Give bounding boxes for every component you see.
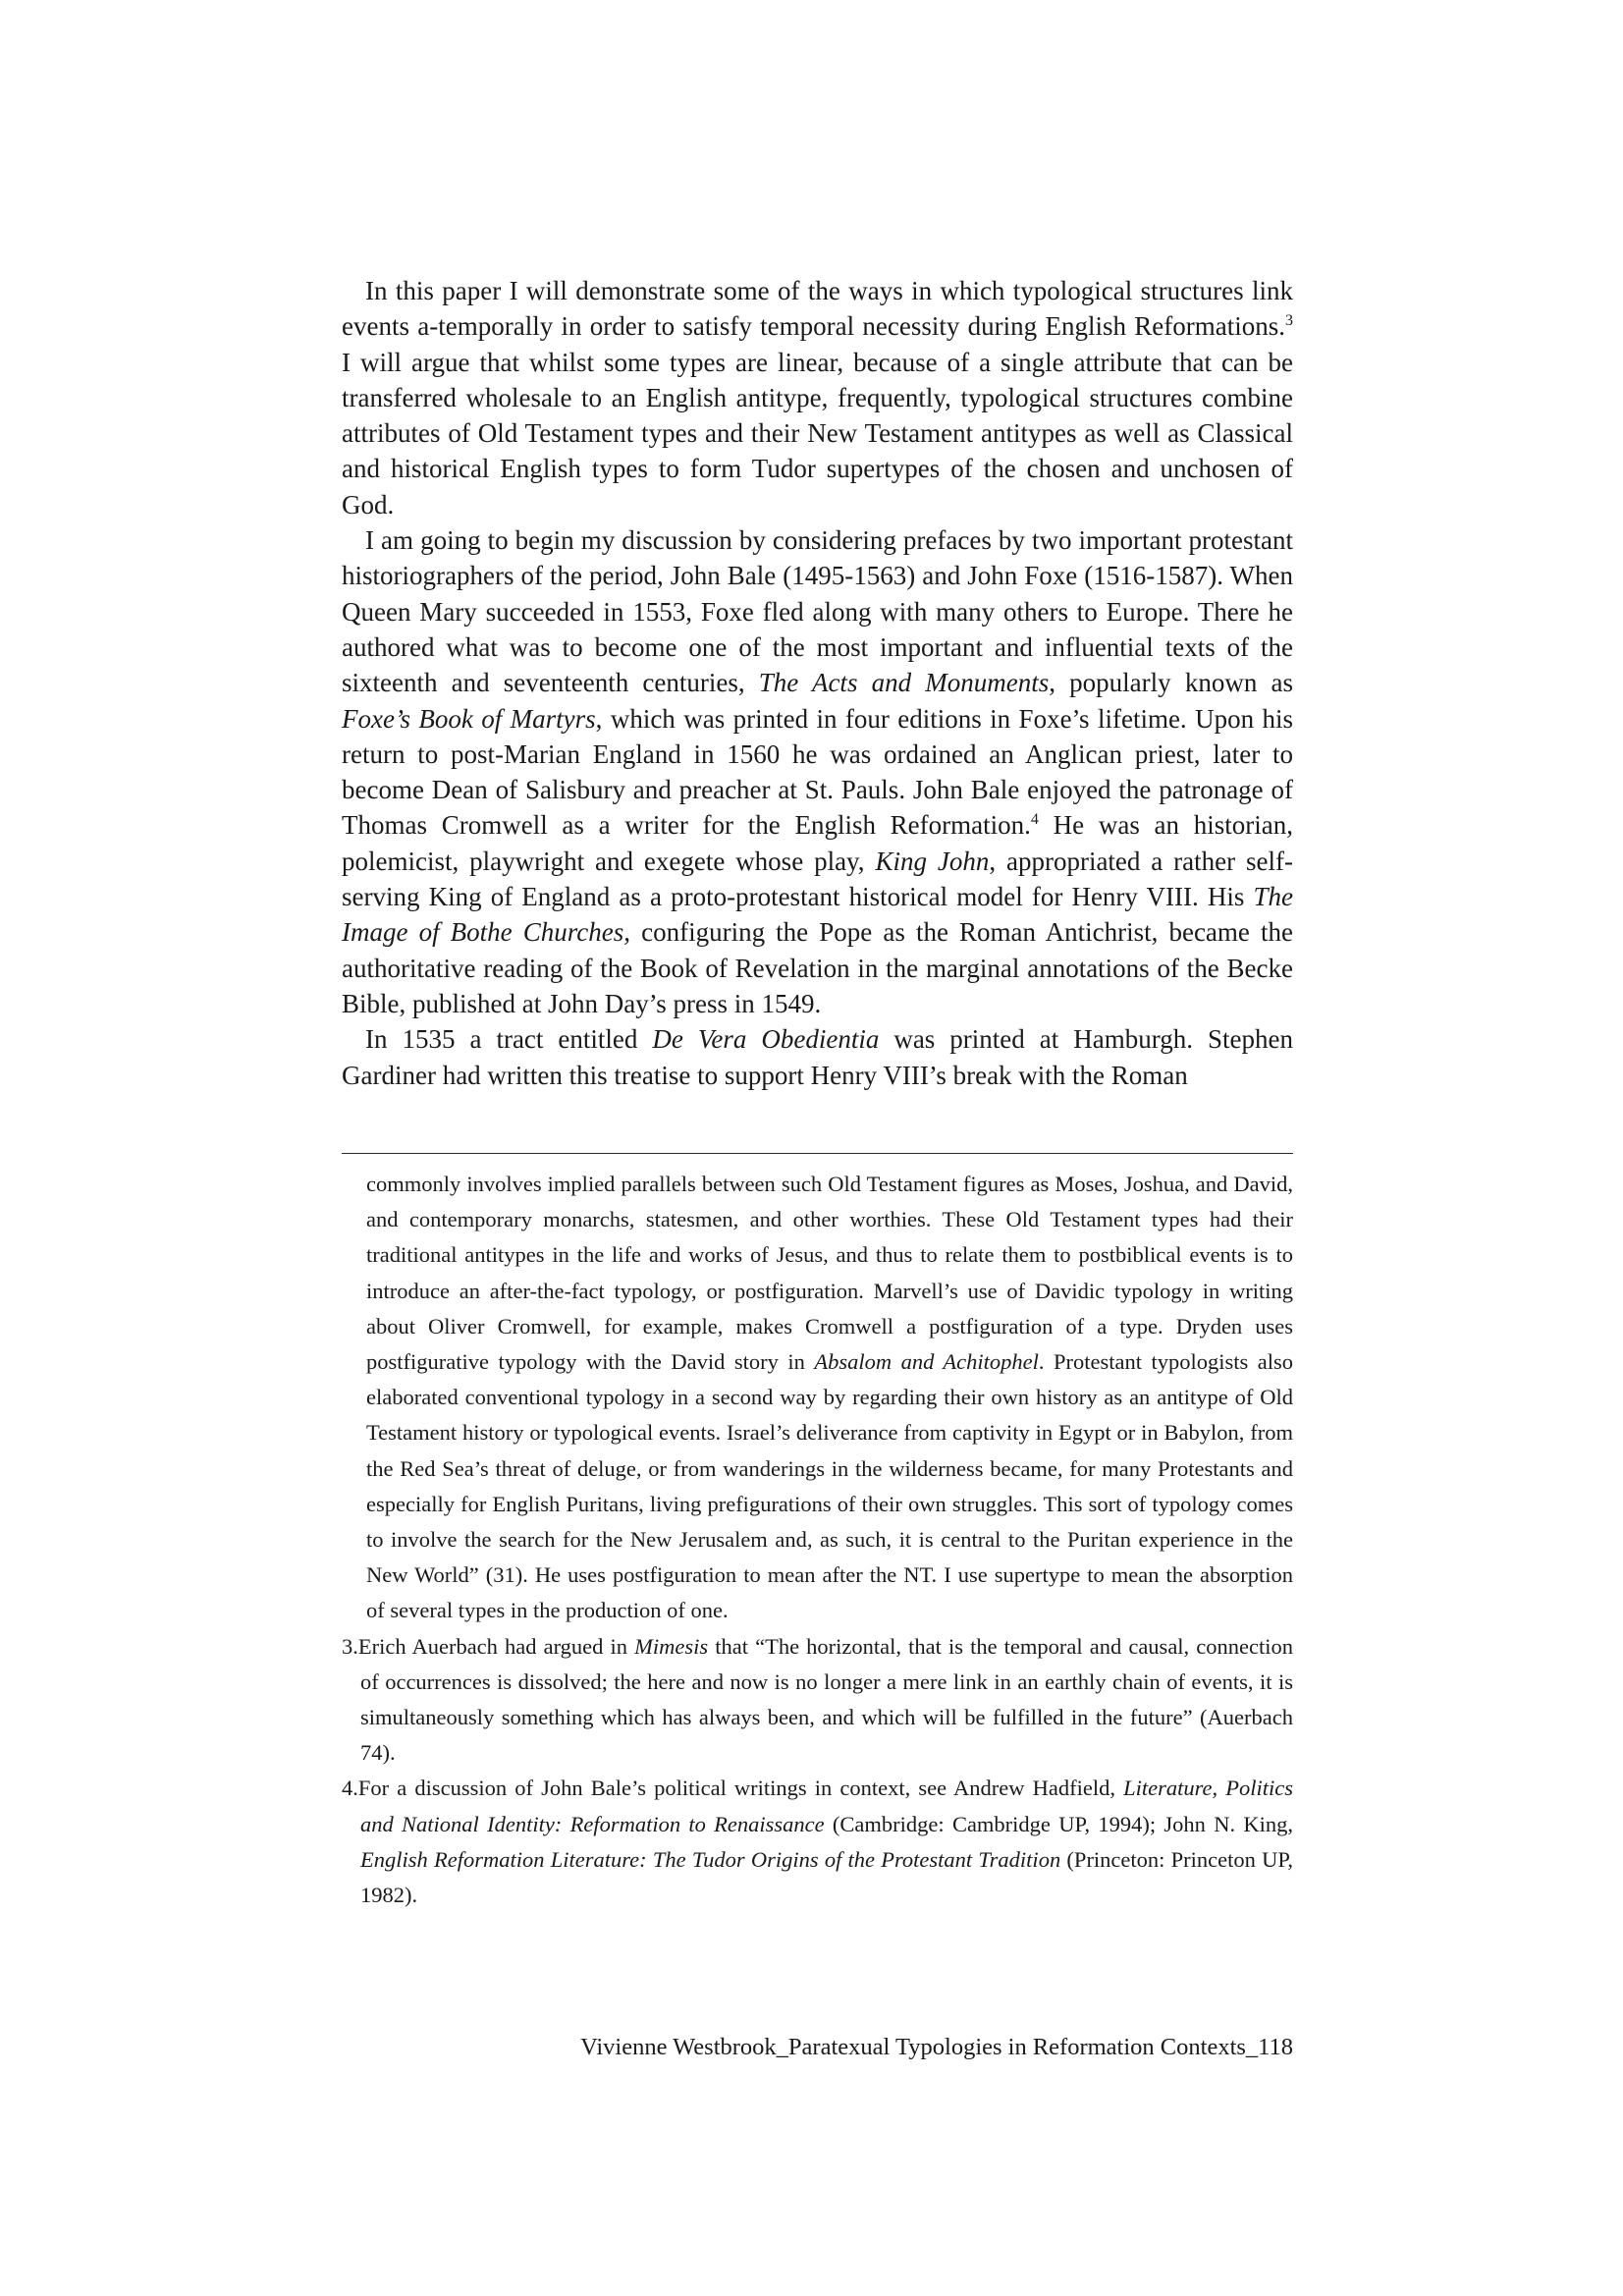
paragraph-2-text-e: , appropriated a rather self-serving King of England as a proto-protestant historical model for Henry VIII. His (342, 846, 1293, 912)
title-de-vera-obedientia: De Vera Obedientia (652, 1024, 880, 1055)
paragraph-3-text-a: In 1535 a tract entitled (365, 1024, 653, 1055)
footnote-4 (342, 1771, 1293, 1913)
footnote-continuation-text-a: commonly involves implied parallels between such Old Testament figures as Moses, Joshua, and David, and contemporary monarchs, statesmen, and other worthies. These Old Testament types had their traditional antitypes in the life and works of Jesus, and thus to relate them to postbiblical events is to introduce an after-the-fact typology, or postfiguration. Marvell’s use of Davidic typology in writing about Oliver Cromwell, for example, makes Cromwell a postfiguration of a type. Dryden uses postfigurative typology with the David story in (366, 1172, 1293, 1375)
title-literature-politics-national-identity: Literature, Politics and National Identity: Reformation to Renaissance (360, 1776, 1293, 1836)
title-absalom-and-achitophel: Absalom and Achitophel (814, 1349, 1039, 1375)
paragraph-3-text-b: was printed at Hamburgh. Stephen Gardiner had written this treatise to support Henry VIII’s break with the Roman (342, 1024, 1293, 1090)
footnote-3 (342, 1629, 1293, 1772)
paragraph-2-text-a: I am going to begin my discussion by considering prefaces by two important protestant historiographers of the period, John Bale (1495-1563) and John Foxe (1516-1587). When Queen Mary succeeded in 1553, Foxe fled along with many others to Europe. There he authored what was to become one of the most important and influential texts of the sixteenth and seventeenth centuries, (342, 525, 1293, 698)
paragraph-2-text-c: , which was printed in four editions in Foxe’s lifetime. Upon his return to post-Marian England in 1560 he was ordained an Anglican priest, later to become Dean of Salisbury and preacher at St. Pauls. John Bale enjoyed the patronage of Thomas Cromwell as a writer for the English Reformation. (342, 703, 1293, 841)
running-footer: Vivienne Westbrook_Paratexual Typologies in Reformation Contexts_118 (580, 2034, 1293, 2060)
title-mimesis: Mimesis (634, 1633, 709, 1659)
title-acts-and-monuments: The Acts and Monuments (758, 668, 1050, 698)
footnote-ref-4[interactable]: 4 (1030, 811, 1039, 829)
paragraph-1-text-b: I will argue that whilst some types are linear, because of a single attribute that can be transferred wholesale to an English antitype, frequently, typological structures combine attributes of Old Testament types and their New Testament antitypes as well as Classical and historical English types to form Tudor supertypes of the chosen and unchosen of God. (342, 347, 1293, 519)
footnote-continuation-text-b: . Protestant typologists also elaborated conventional typology in a second way by regarding their own history as an antitype of Old Testament history or typological events. Israel’s deliverance from captivity in Egypt or in Babylon, from the Red Sea’s threat of deluge, or from wanderings in the wilderness became, for many Protestants and especially for English Puritans, living prefigurations of their own struggles. This sort of typology comes to involve the search for the New Jerusalem and, as such, it is central to the Puritan experience in the New World” (31). He uses postfiguration to mean after the NT. I use supertype to mean the absorption of several types in the production of one. (366, 1349, 1293, 1623)
title-book-of-martyrs: Foxe’s Book of Martyrs (342, 703, 596, 734)
title-english-reformation-literature: English Reformation Literature: The Tudor Origins of the Protestant Tradition (360, 1846, 1061, 1872)
footnote-4-text-b: (Cambridge: Cambridge UP, 1994); John N. King, (824, 1811, 1294, 1836)
footnote-3-text-b: that “The horizontal, that is the temporal and causal, connection of occurrences is dissolved; the here and now is no longer a mere link in an earthly chain of events, it is simultaneously something which has always been, and which will be fulfilled in the future” (Auerbach 74). (360, 1633, 1293, 1766)
paragraph-2-text-d: He was an historian, polemicist, playwright and exegete whose play, (342, 810, 1293, 876)
paragraph-2 (342, 522, 1293, 1021)
title-image-of-bothe-churches: The Image of Bothe Churches, (342, 882, 1293, 948)
footnote-4-number: 4. (342, 1776, 358, 1801)
footnote-continuation (366, 1167, 1293, 1629)
title-king-john: King John (875, 846, 990, 876)
footnotes (342, 1167, 1293, 1913)
footnote-3-text-a: Erich Auerbach had argued in (357, 1633, 635, 1659)
paragraph-1-text-a: In this paper I will demonstrate some of the ways in which typological structures link events a-temporally in order to satisfy temporal necessity during English Reformations. (342, 276, 1293, 342)
footnote-4-text-c: (Princeton: Princeton UP, 1982). (360, 1846, 1293, 1908)
paragraph-3 (342, 1021, 1293, 1093)
paragraph-2-text-b: , popularly known as (1049, 668, 1293, 698)
footnote-ref-3[interactable]: 3 (1285, 312, 1293, 330)
main-text (342, 273, 1293, 1093)
footnote-separator (342, 1153, 1293, 1154)
footnote-4-text-a: For a discussion of John Bale’s political writings in context, see Andrew Hadfield, (357, 1776, 1124, 1801)
paragraph-2-text-f: configuring the Pope as the Roman Antichrist, became the authoritative reading of the Book of Revelation in the marginal annotations of the Becke Bible, published at John Day’s press in 1549. (342, 917, 1293, 1018)
footnote-3-number: 3. (342, 1633, 358, 1659)
paragraph-1 (342, 273, 1293, 522)
